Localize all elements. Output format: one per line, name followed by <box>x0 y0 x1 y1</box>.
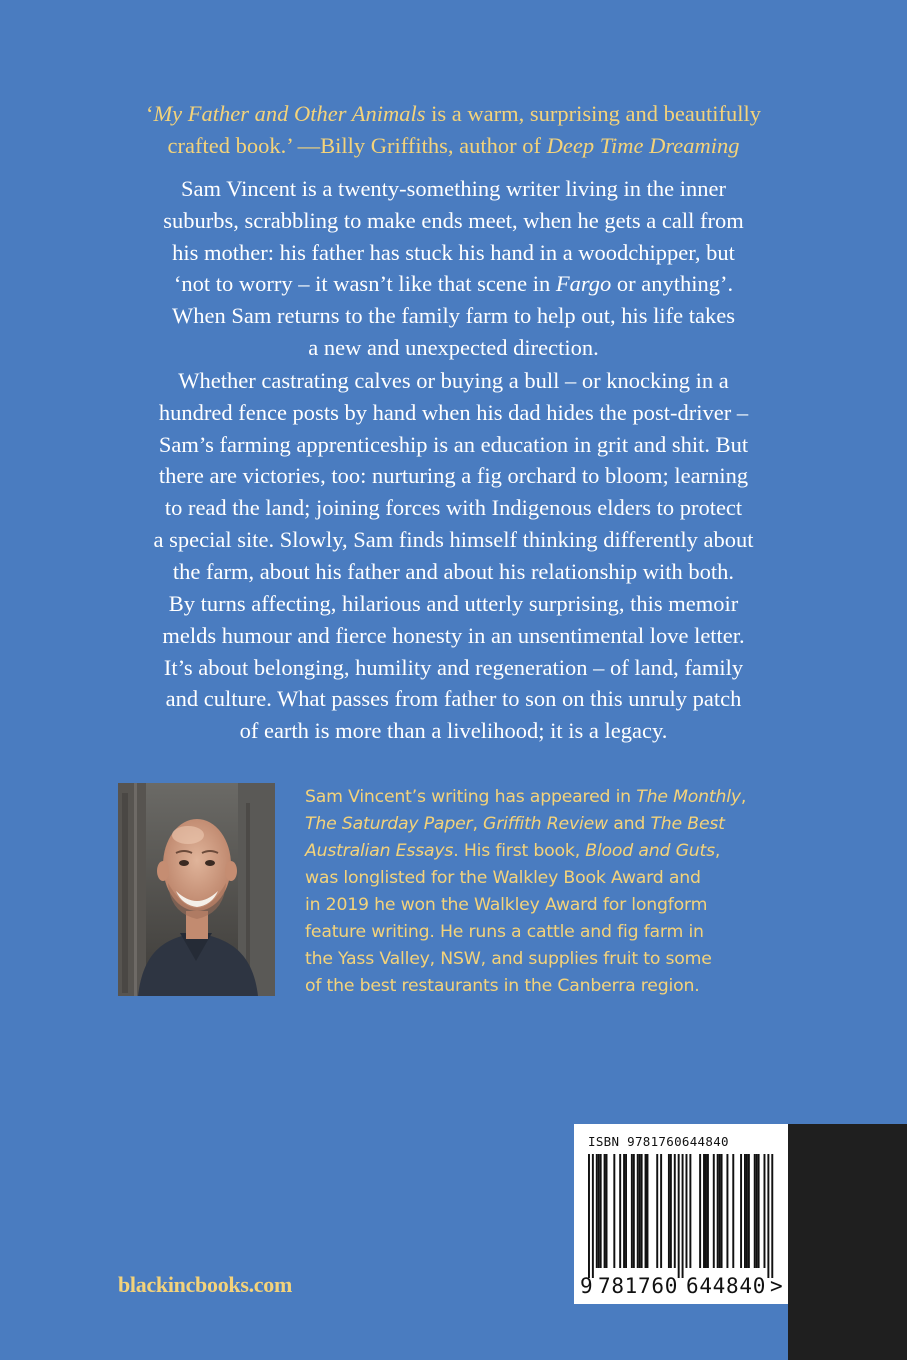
barcode-bar <box>703 1154 705 1268</box>
blurb-paragraph-1 <box>110 173 797 364</box>
barcode-bar <box>713 1154 715 1268</box>
barcode-digit-group-2: 644840 <box>686 1274 767 1298</box>
blurb-line: Sam’s farming apprenticeship is an education in grit and shit. But <box>158 431 749 457</box>
barcode-bar <box>668 1154 670 1268</box>
barcode-digits <box>574 1274 788 1300</box>
blurb-line: his mother: his father has stuck his hand in a woodchipper, but <box>172 239 735 265</box>
bio-line: was longlisted for the Walkley Book Award and <box>305 868 701 888</box>
barcode-bar <box>754 1154 756 1268</box>
barcode-guard-bar <box>588 1154 590 1278</box>
barcode-digit-group-1: 781760 <box>598 1274 679 1298</box>
barcode-bar <box>719 1154 721 1268</box>
barcode-bar <box>707 1154 709 1268</box>
publisher-website[interactable]: blackincbooks.com <box>118 1272 292 1297</box>
author-portrait-image <box>118 783 275 996</box>
blurb-line: there are victories, too: nurturing a fig orchard to bloom; learning <box>158 463 749 489</box>
barcode-bar <box>633 1154 635 1268</box>
blurb-line: It’s about belonging, humility and regeneration – of land, family <box>163 654 744 680</box>
barcode-bar <box>660 1154 662 1268</box>
blurb-line: hundred fence posts by hand when his dad hides the post-driver – <box>158 399 749 425</box>
barcode-bar <box>764 1154 766 1268</box>
barcode-bar <box>705 1154 707 1268</box>
endorsement-line-1: ‘My Father and Other Animals is a warm, surprising and beautifully <box>145 101 762 126</box>
barcode-bar <box>674 1154 676 1268</box>
barcode-bar <box>756 1154 758 1268</box>
bio-line: of the best restaurants in the Canberra region. <box>305 976 700 996</box>
isbn-barcode <box>574 1124 788 1304</box>
barcode-bar <box>717 1154 719 1268</box>
film-title: Fargo <box>555 271 612 297</box>
barcode-bar <box>689 1154 691 1268</box>
publication-title: The Best <box>650 814 725 834</box>
barcode-bar <box>604 1154 606 1268</box>
book-title: My Father and Other Animals <box>153 101 426 126</box>
blurb-line: to read the land; joining forces with Indigenous elders to protect <box>164 495 743 521</box>
barcode-bar <box>596 1154 598 1268</box>
author-bio <box>305 784 825 1000</box>
blurb-line: Whether castrating calves or buying a bull – or knocking in a <box>178 368 729 393</box>
barcode-bar <box>645 1154 647 1268</box>
barcode-bar <box>746 1154 748 1268</box>
barcode-bar <box>625 1154 627 1268</box>
barcode-bar <box>619 1154 621 1268</box>
barcode-guard-bar <box>592 1154 594 1278</box>
barcode-bar <box>656 1154 658 1268</box>
author-photo <box>118 783 275 996</box>
blurb-line: the farm, about his father and about his relationship with both. <box>172 558 735 584</box>
barcode-bar <box>631 1154 633 1268</box>
barcode-bar <box>641 1154 643 1268</box>
barcode-bar <box>758 1154 760 1268</box>
barcode-bar <box>726 1154 728 1268</box>
barcode-bar <box>744 1154 746 1268</box>
barcode-guard-bar <box>767 1154 769 1278</box>
publication-title: The Monthly <box>636 787 741 807</box>
barcode-bar <box>732 1154 734 1268</box>
publication-title: The Saturday Paper <box>305 814 473 834</box>
endorsement-quote <box>110 98 797 162</box>
bio-line: Sam Vincent’s writing has appeared in The Monthly, <box>305 787 747 807</box>
barcode-bar <box>598 1154 600 1268</box>
endorsement-line-2: crafted book.’ —Billy Griffiths, author of Deep Time Dreaming <box>167 133 740 158</box>
barcode-bar <box>699 1154 701 1268</box>
blurb-line: a special site. Slowly, Sam finds himself thinking differently about <box>153 526 754 552</box>
barcode-bar <box>606 1154 608 1268</box>
barcode-guard-bar <box>678 1154 680 1278</box>
blurb-paragraph-2 <box>110 365 797 588</box>
bio-line: feature writing. He runs a cattle and fig farm in <box>305 922 704 942</box>
barcode-bar <box>740 1154 742 1268</box>
bio-line: the Yass Valley, NSW, and supplies fruit to some <box>305 949 712 969</box>
barcode-bar <box>639 1154 641 1268</box>
dark-block <box>788 1124 907 1360</box>
blurb-line: By turns affecting, hilarious and utterly surprising, this memoir <box>168 591 739 616</box>
publication-title: Australian Essays <box>305 841 454 861</box>
blurb-line: and culture. What passes from father to son on this unruly patch <box>165 686 742 712</box>
barcode-bar <box>748 1154 750 1268</box>
barcode-bar <box>600 1154 602 1268</box>
barcode-bar <box>686 1154 688 1268</box>
barcode-first-digit: 9 <box>580 1274 593 1298</box>
isbn-label: ISBN 9781760644840 <box>588 1134 729 1149</box>
blurb-paragraph-3 <box>110 588 797 747</box>
book-title: Blood and Guts <box>585 841 715 861</box>
barcode-bar <box>647 1154 649 1268</box>
barcode-guard-bar <box>682 1154 684 1278</box>
barcode-bar <box>637 1154 639 1268</box>
barcode-guard-bar <box>771 1154 773 1278</box>
blurb-line: melds humour and fierce honesty in an unsentimental love letter. <box>162 622 745 648</box>
blurb-line: of earth is more than a livelihood; it is a legacy. <box>239 718 668 744</box>
blurb-line: ‘not to worry – it wasn’t like that scene in Fargo or anything’. <box>173 271 734 297</box>
barcode-quiet-mark: > <box>770 1274 783 1298</box>
blurb-line: Sam Vincent is a twenty-something writer living in the inner <box>180 176 726 201</box>
endorser-book-title: Deep Time Dreaming <box>546 133 740 158</box>
barcode-bar <box>613 1154 615 1268</box>
barcode-bar <box>670 1154 672 1268</box>
barcode-bar <box>721 1154 723 1268</box>
bio-line: in 2019 he won the Walkley Award for longform <box>305 895 708 915</box>
blurb-line: suburbs, scrabbling to make ends meet, when he gets a call from <box>163 207 744 233</box>
bio-line: The Saturday Paper, Griffith Review and The Best <box>305 814 725 834</box>
blurb-line: a new and unexpected direction. <box>308 334 599 360</box>
publication-title: Griffith Review <box>483 814 608 834</box>
bio-line: Australian Essays. His first book, Blood and Guts, <box>305 841 721 861</box>
barcode-bar <box>623 1154 625 1268</box>
blurb-line: When Sam returns to the family farm to help out, his life takes <box>172 303 735 329</box>
